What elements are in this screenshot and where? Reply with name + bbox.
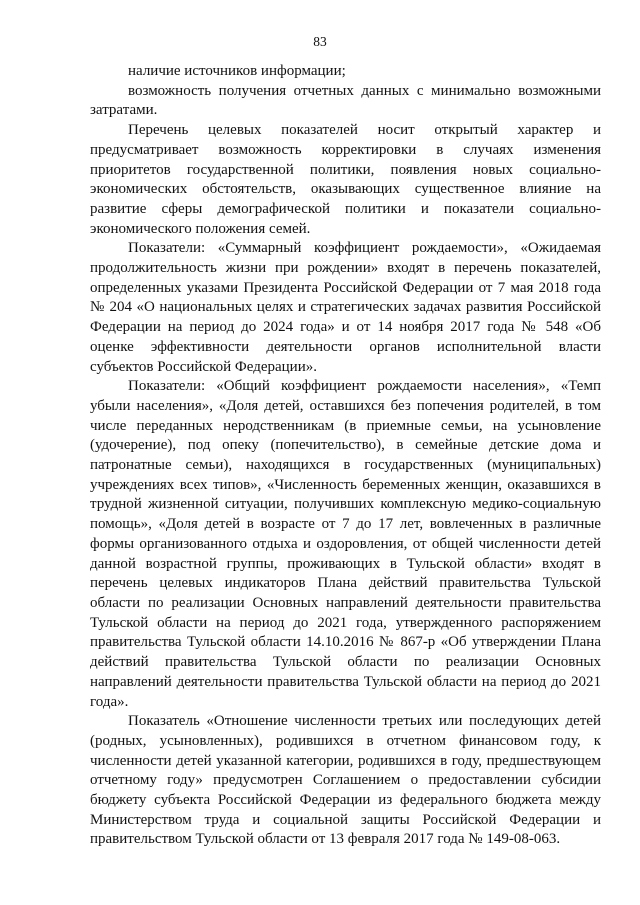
paragraph-sources: наличие источников информации;	[128, 63, 346, 79]
document-body	[90, 62, 601, 850]
paragraph-indicator-list: Перечень целевых показателей носит открытый характер и предусматривает возможность корректировки в случаях изменения приоритетов государственной политики, появления новых социально-экономических обстоятельств, оказывающих существенное влияние на развитие сферы демографической политики и показатели социально-экономического положения семей.	[90, 122, 601, 237]
paragraph-federal-agreement: Показатель «Отношение численности третьих или последующих детей (родных, усыновленных), родившихся в отчетном финансовом году, к численности детей указанной категории, родившихся в году, предшествующем отчетному году» предусмотрен Соглашением о предоставлении субсидии бюджету субъекта Российской Федерации из федерального бюджета между Министерством труда и социальной защиты Российской Федерации и правительством Тульской области от 13 февраля 2017 года № 149-08-063.	[90, 713, 601, 848]
paragraph-regional-indicators: Показатели: «Общий коэффициент рождаемости населения», «Темп убыли населения», «Доля детей, оставшихся без попечения родителей, в том числе переданных неродственникам (в приемные семьи, на усыновление (удочерение), под опеку (попечительство), в семейные детские дома и патронатные семьи), находящихся в государственных (муниципальных) учреждениях всех типов», «Численность беременных женщин, оказавшихся в трудной жизненной ситуации, получивших комплексную медико-социальную помощь», «Доля детей в возрасте от 7 до 17 лет, вовлеченных в различные формы организованного отдыха и оздоровления, от общей численности детей данной возрастной группы, проживающих в Тульской области» входят в перечень целевых индикаторов Плана действий правительства Тульской области по реализации Основных направлений деятельности правительства Тульской области на период до 2021 года, утвержденного распоряжением правительства Тульской области 14.10.2016 № 867-р «Об утверждении Плана действий правительства Тульской области по реализации Основных направлений деятельности правительства Тульской области на период до 2021 года».	[90, 378, 601, 710]
paragraph-presidential-decrees: Показатели: «Суммарный коэффициент рождаемости», «Ожидаемая продолжительность жизни при рождении» входят в перечень показателей, определенных указами Президента Российской Федерации от 7 мая 2018 года № 204 «О национальных целях и стратегических задачах развития Российской Федерации на период до 2024 года» и от 14 ноября 2017 года № 548 «Об оценке эффективности деятельности органов исполнительной власти субъектов Российской Федерации».	[90, 240, 601, 375]
page-number: 83	[313, 34, 327, 49]
paragraph-reporting: возможность получения отчетных данных с минимально возможными затратами.	[90, 82, 601, 119]
